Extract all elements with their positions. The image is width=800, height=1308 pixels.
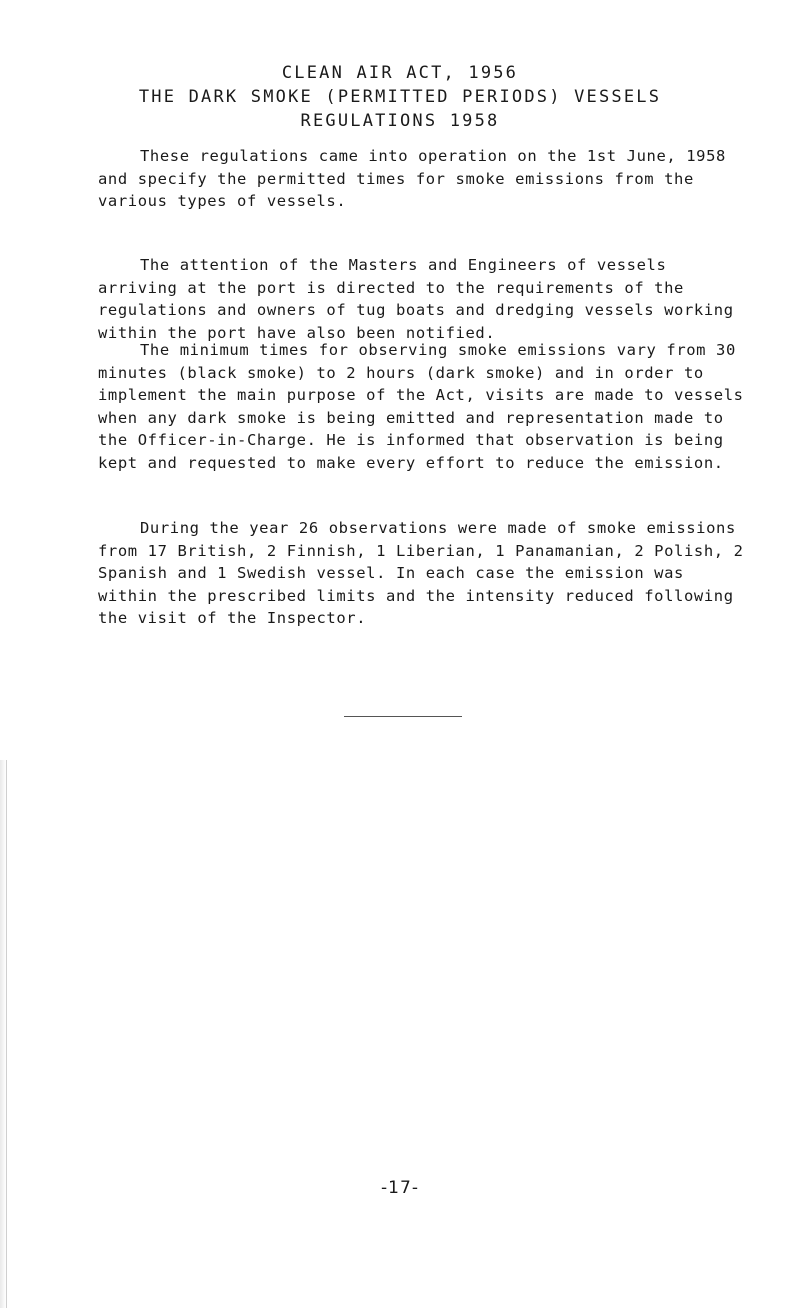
page-number: -17-: [381, 1178, 419, 1198]
paragraph-observations: During the year 26 observations were made of smoke emissions from 17 British, 2 Finnish, 1 Liberian, 1 Panamanian, 2 Polish, 2 Spanish and 1 Swedish vessel. In each case the emission was within the prescribed limits and the intensity reduced following the visit of the Inspector.: [98, 519, 744, 627]
heading-act-title: CLEAN AIR ACT, 1956: [281, 63, 519, 83]
section-divider: [344, 716, 462, 717]
paragraph-operation-date: These regulations came into operation on the 1st June, 1958 and specify the permitted times for smoke emissions from the various types of vessels.: [98, 147, 726, 210]
paragraph-minimum-times: The minimum times for observing smoke emissions vary from 30 minutes (black smoke) to 2 hours (dark smoke) and in order to implement the main purpose of the Act, visits are made to vessels when any dark smoke is being emitted and representation made to the Officer-in-Charge. He is informed that observation is being kept and requested to make every effort to reduce the emission.: [98, 341, 744, 472]
heading-regulation-title: THE DARK SMOKE (PERMITTED PERIODS) VESSELS: [138, 87, 662, 107]
binding-edge-shadow: [0, 760, 7, 1308]
paragraph-attention-masters: The attention of the Masters and Engineers of vessels arriving at the port is directed to the requirements of the regulations and owners of tug boats and dredging vessels working within the port have also been notified.: [98, 256, 734, 342]
heading-regulation-year: REGULATIONS 1958: [300, 111, 500, 131]
